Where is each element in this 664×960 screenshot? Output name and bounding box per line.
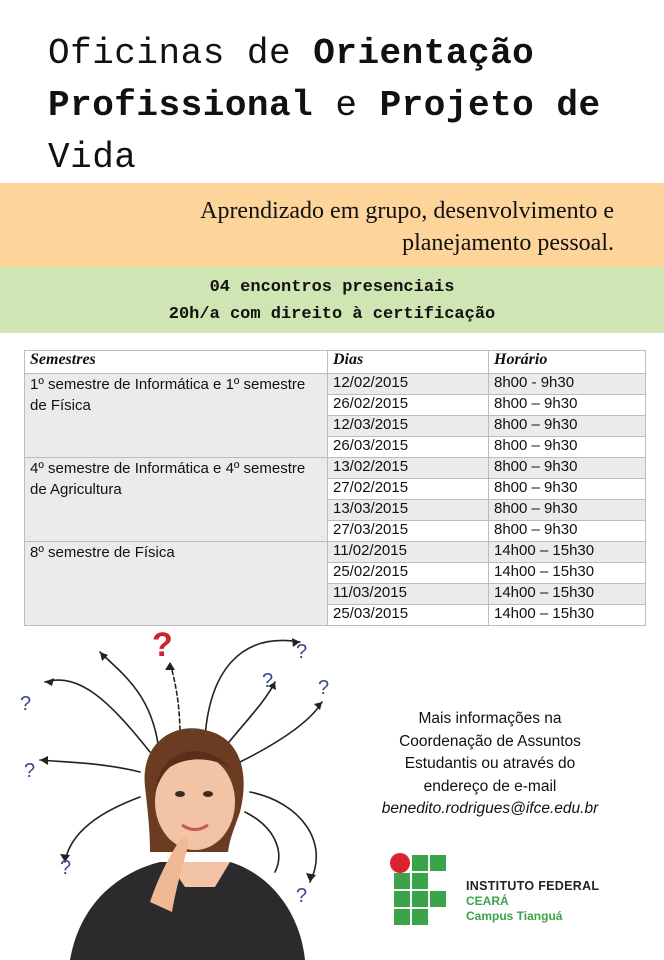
table-row [25,374,646,395]
logo-square [412,891,428,907]
arrow-path [240,702,322,762]
time-cell: 8h00 – 9h30 [489,395,646,416]
thinking-woman-icon [0,612,340,960]
date-cell: 27/02/2015 [328,479,489,500]
time-cell: 8h00 – 9h30 [489,479,646,500]
time-cell: 14h00 – 15h30 [489,584,646,605]
arrow-path [40,760,140,772]
date-cell: 27/03/2015 [328,521,489,542]
arrow-path [245,812,279,872]
institute-logo [390,853,630,933]
logo-square [412,855,428,871]
logo-square [430,855,446,871]
arrow-path [170,662,180,737]
logo-square [394,909,410,925]
certification-text: 20h/a com direito à certificação [168,305,496,324]
schedule-table [24,350,646,626]
question-mark: ? [24,760,36,782]
title-part-4: e [313,85,380,126]
info-line-4: endereço de e-mail [423,777,557,795]
time-cell: 14h00 – 15h30 [489,563,646,584]
time-cell: 8h00 – 9h30 [489,500,646,521]
time-cell: 8h00 – 9h30 [489,521,646,542]
date-cell: 12/03/2015 [328,416,489,437]
date-cell: 13/02/2015 [328,458,489,479]
semester-cell: 8º semestre de Física [25,542,328,626]
title-part-5: Projeto de [379,85,601,126]
time-cell: 14h00 – 15h30 [489,542,646,563]
arrow-path [205,640,300,737]
subtitle-banner [0,183,664,267]
question-mark: ? [60,857,72,879]
arrow-path [100,652,158,744]
title-part-1: Oficinas de [48,33,314,74]
contact-email-link[interactable]: benedito.rodrigues@ifce.edu.br [381,800,599,817]
question-mark: ? [20,693,32,715]
time-cell: 8h00 – 9h30 [489,437,646,458]
question-mark: ? [262,670,274,692]
semester-cell: 1º semestre de Informática e 1º semestre de Física [25,374,328,458]
time-cell: 8h00 - 9h30 [489,374,646,395]
info-banner [0,267,664,333]
logo-state: CEARÁ [466,894,509,908]
table-header-row [25,351,646,374]
date-cell: 26/02/2015 [328,395,489,416]
date-cell: 12/02/2015 [328,374,489,395]
arrow-path [45,680,150,752]
time-cell: 8h00 – 9h30 [489,416,646,437]
header-semesters: Semestres [25,351,328,374]
info-line-3: Estudantis ou através do [404,755,576,772]
woman-figure [70,728,308,960]
arrow-path [250,792,316,882]
table-row [25,458,646,479]
semester-cell: 4º semestre de Informática e 4º semestre de Agricultura [25,458,328,542]
date-cell: 13/03/2015 [328,500,489,521]
encounters-text: 04 encontros presenciais [209,278,455,297]
header-days: Dias [328,351,489,374]
subtitle-line-2: planejamento pessoal. [402,230,614,256]
logo-campus: Campus Tianguá [466,909,563,923]
date-cell: 11/02/2015 [328,542,489,563]
info-line-2: Coordenação de Assuntos [399,732,581,750]
date-cell: 25/02/2015 [328,563,489,584]
logo-red-dot [390,853,410,873]
date-cell: 25/03/2015 [328,605,489,626]
title-part-3: Profissional [48,85,314,126]
table-row [25,542,646,563]
arrow-path [65,797,140,862]
date-cell: 26/03/2015 [328,437,489,458]
poster-title [48,28,648,184]
title-part-2: Orientação [313,33,535,74]
contact-info [340,708,640,821]
question-mark: ? [318,677,330,699]
question-mark: ? [296,641,308,663]
logo-square [394,891,410,907]
time-cell: 14h00 – 15h30 [489,605,646,626]
logo-square [430,891,446,907]
logo-square [394,873,410,889]
logo-square [412,909,428,925]
header-time: Horário [489,351,646,374]
info-line-1: Mais informações na [418,710,562,727]
logo-square [412,873,428,889]
question-mark: ? [296,885,308,907]
question-mark-red: ? [152,626,173,664]
title-part-6: Vida [48,137,137,178]
time-cell: 8h00 – 9h30 [489,458,646,479]
date-cell: 11/03/2015 [328,584,489,605]
subtitle-line-1: Aprendizado em grupo, desenvolvimento e [200,198,614,224]
logo-institute-name: INSTITUTO FEDERAL [466,879,600,893]
